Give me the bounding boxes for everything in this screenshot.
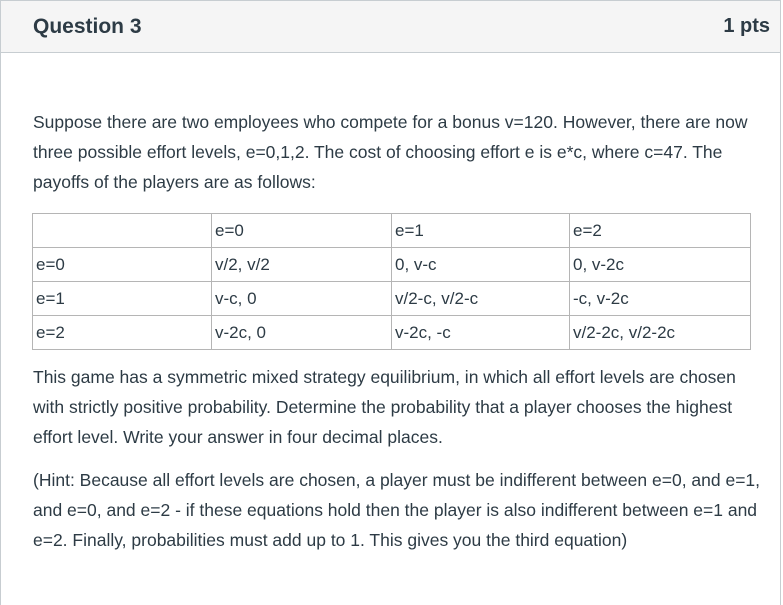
points-label: 1 pts [723, 15, 770, 37]
table-row [33, 282, 751, 316]
table-cell: e=2 [570, 214, 751, 248]
table-cell: v-2c, 0 [212, 316, 392, 350]
table-cell: e=0 [33, 248, 212, 282]
table-cell: 0, v-2c [570, 248, 751, 282]
question-header [1, 1, 780, 53]
hint-paragraph: (Hint: Because all effort levels are chosen, a player must be indifferent between e=0, and e=1, and e=0, and e=2 - if these equations hold then the player is also indifferent between e=1 and e=2. Finally, probabilities must add up to 1. This gives you the third equation) [33, 470, 761, 550]
table-cell: v/2, v/2 [212, 248, 392, 282]
table-cell: -c, v-2c [570, 282, 751, 316]
table-cell: e=0 [212, 214, 392, 248]
payoff-table [32, 213, 751, 350]
table-cell: 0, v-c [392, 248, 570, 282]
table-cell: v/2-2c, v/2-2c [570, 316, 751, 350]
table-cell: v/2-c, v/2-c [392, 282, 570, 316]
table-row [33, 316, 751, 350]
table-cell: v-2c, -c [392, 316, 570, 350]
question-body [1, 107, 780, 555]
table-row [33, 248, 751, 282]
question-paragraph: This game has a symmetric mixed strategy equilibrium, in which all effort levels are chosen with strictly positive probability. Determine the probability that a player chooses the highest effort level. Write your answer in four decimal places. [33, 367, 736, 447]
table-header-row [33, 214, 751, 248]
intro-paragraph: Suppose there are two employees who compete for a bonus v=120. However, there are now three possible effort levels, e=0,1,2. The cost of choosing effort e is e*c, where c=47. The payoffs of the players are as follows: [33, 112, 748, 192]
table-cell: e=2 [33, 316, 212, 350]
question-title: Question 3 [33, 14, 142, 38]
table-cell [33, 214, 212, 248]
table-cell: e=1 [33, 282, 212, 316]
table-cell: v-c, 0 [212, 282, 392, 316]
table-cell: e=1 [392, 214, 570, 248]
